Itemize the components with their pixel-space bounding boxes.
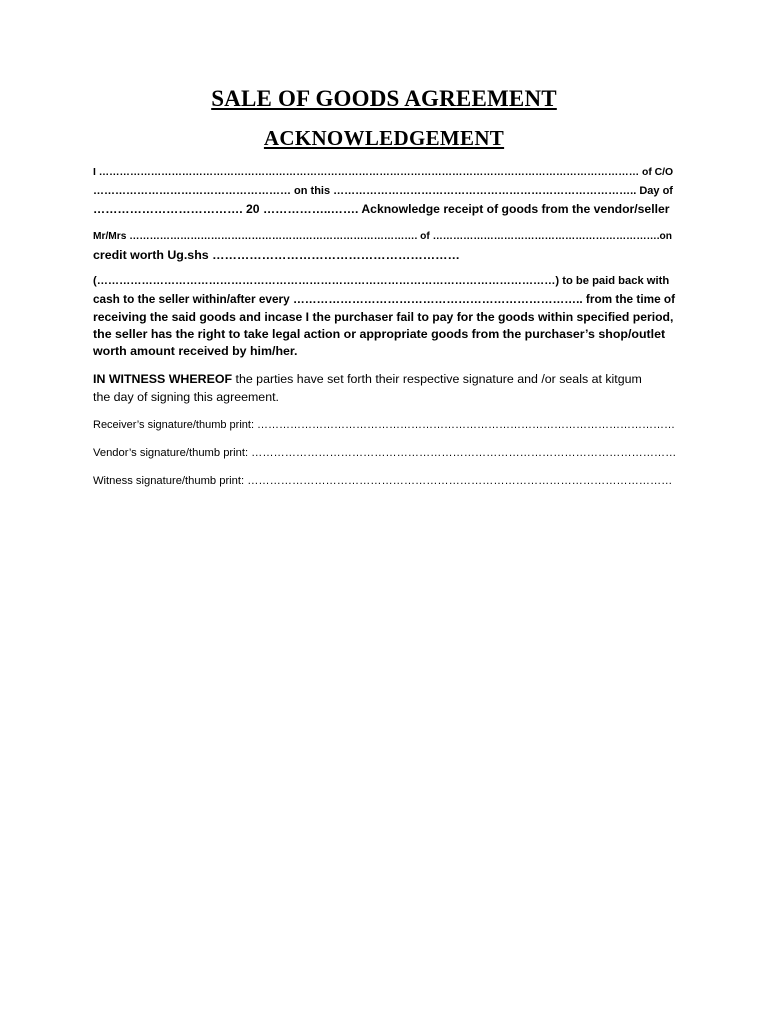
paragraph-3-line-4: the seller has the right to take legal action or appropriate goods from the purchaser’s shop/outlet — [93, 327, 666, 341]
witness-line-1 — [93, 371, 642, 387]
paragraph-3-line-1: (……………………………………………………………………………………………………………) to be paid back with — [93, 275, 670, 287]
paragraph-1-line-3: ………………………………. 20 ……………..……. Acknowledge receipt of goods from the vendor/seller — [93, 202, 670, 216]
paragraph-3-line-3: receiving the said goods and incase I the purchaser fail to pay for the goods within specified period, — [93, 310, 674, 324]
witness-lead: IN WITNESS WHEREOF — [93, 372, 233, 386]
vendor-signature-line: Vendor’s signature/thumb print: …………………………………………………………………………………………………… — [93, 447, 677, 459]
paragraph-2-line-1: Mr/Mrs …………………………………………………………………………. of ………………………………………………………….on — [93, 231, 672, 242]
paragraph-2-line-2: credit worth Ug.shs …………………………………………………… — [93, 248, 460, 262]
witness-line-1-text: the parties have set forth their respective signature and /or seals at kitgum — [232, 372, 642, 386]
witness-line-2: the day of signing this agreement. — [93, 390, 279, 404]
document-subtitle: ACKNOWLEDGEMENT — [263, 126, 505, 150]
paragraph-1-line-2: ……………………………………………… on this ……………………………………………………………………….. Day of — [93, 185, 673, 197]
paragraph-3-line-5: worth amount received by him/her. — [93, 344, 298, 358]
document-title: SALE OF GOODS AGREEMENT — [211, 86, 557, 111]
receiver-signature-line: Receiver’s signature/thumb print: …………………………………………………………………………………………………… — [93, 419, 676, 431]
paragraph-1-line-1: I ………………………………………………………………………………………………………………………………………… of C/O — [93, 167, 674, 178]
witness-signature-line: Witness signature/thumb print: …………………………………………………………………………………………………… — [93, 475, 673, 487]
paragraph-3-line-2: cash to the seller within/after every ……………………………………………………………….. from the time of — [93, 292, 676, 306]
